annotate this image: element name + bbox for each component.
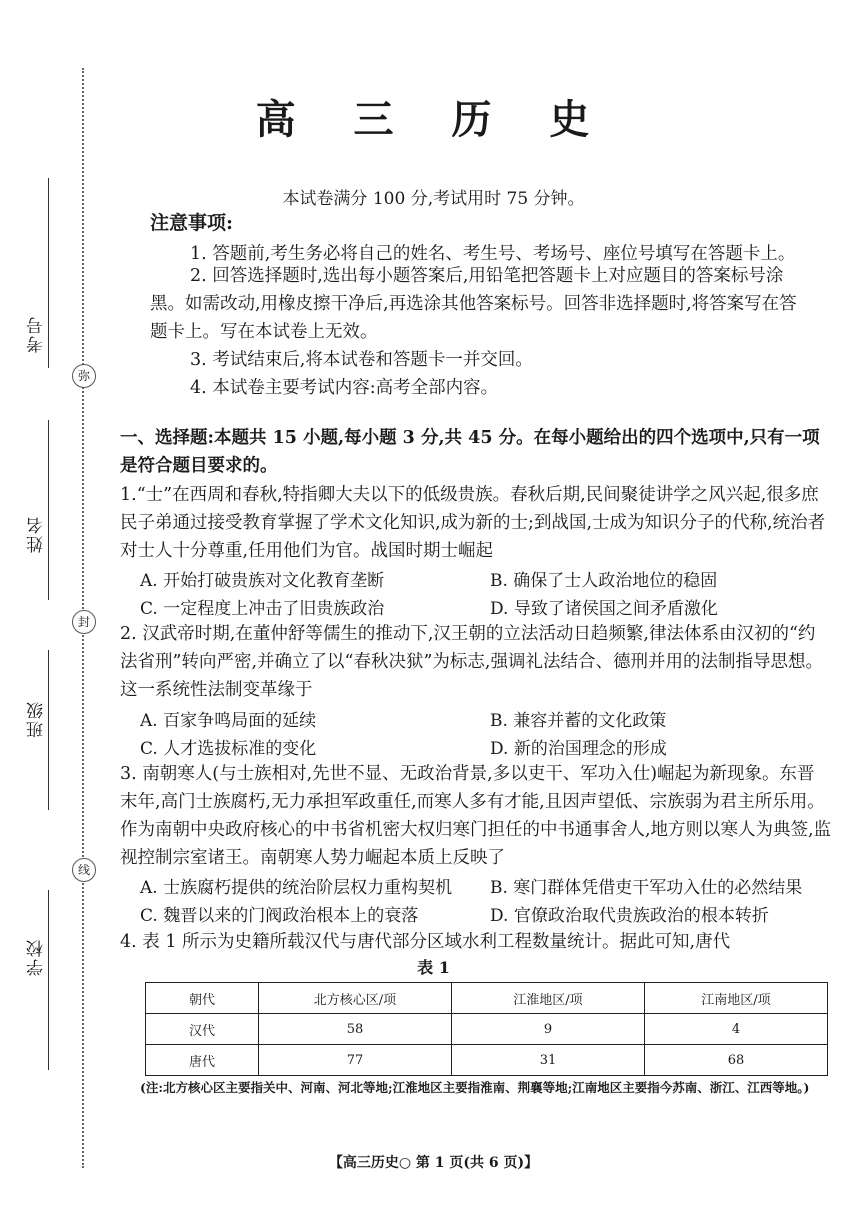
table-note: (注:北方核心区主要指关中、河南、河北等地;江淮地区主要指淮南、荆襄等地;江南地区主要指今苏南、浙江、江西等地。) <box>140 1080 810 1095</box>
name-label: 姓名 <box>27 515 47 553</box>
question-3-option-b[interactable]: B. 寒门群体凭借吏干军功入仕的必然结果 <box>490 878 803 898</box>
notice-item-2: 2. 回答选择题时,选出每小题答案后,用铅笔把答题卡上对应题目的答案标号涂黑。如需改动,用橡皮擦干净后,再选涂其他答案标号。回答非选择题时,将答案写在答题卡上。写在本试卷上无效。 <box>150 266 797 342</box>
seal-char-feng: 封 <box>72 610 96 634</box>
table-caption: 表 1 <box>417 958 450 977</box>
notice-item-1: 1. 答题前,考生务必将自己的姓名、考生号、考场号、座位号填写在答题卡上。 <box>190 244 796 264</box>
question-2-option-a[interactable]: A. 百家争鸣局面的延续 <box>140 711 317 731</box>
seal-char-xian: 线 <box>72 858 96 882</box>
notice-item-3: 3. 考试结束后,将本试卷和答题卡一并交回。 <box>190 350 533 370</box>
question-4-stem: 4. 表 1 所示为史籍所载汉代与唐代部分区域水利工程数量统计。据此可知,唐代 <box>120 932 731 952</box>
table-cell: 9 <box>452 1014 645 1045</box>
page-footer: 【高三历史○ 第 1 页(共 6 页)】 <box>328 1155 539 1171</box>
question-2-option-b[interactable]: B. 兼容并蓄的文化政策 <box>490 711 667 731</box>
table-header-cell: 朝代 <box>146 983 259 1014</box>
question-3-option-c[interactable]: C. 魏晋以来的门阀政治根本上的衰落 <box>140 906 419 926</box>
question-1-option-c[interactable]: C. 一定程度上冲击了旧贵族政治 <box>140 599 385 619</box>
page-title: 高 三 历 史 <box>255 96 612 143</box>
table-header-cell: 江南地区/项 <box>645 983 828 1014</box>
school-blank[interactable] <box>48 890 49 1070</box>
table-cell: 汉代 <box>146 1014 259 1045</box>
table-cell: 68 <box>645 1045 828 1076</box>
seal-char-mi: 弥 <box>72 364 96 388</box>
question-1-option-b[interactable]: B. 确保了士人政治地位的稳固 <box>490 571 718 591</box>
table-header-cell: 北方核心区/项 <box>259 983 452 1014</box>
question-3-option-a[interactable]: A. 士族腐朽提供的统治阶层权力重构契机 <box>140 878 453 898</box>
section-1-heading: 一、选择题:本题共 15 小题,每小题 3 分,共 45 分。在每小题给出的四个选项中,只有一项是符合题目要求的。 <box>120 428 820 476</box>
exam-meta: 本试卷满分 100 分,考试用时 75 分钟。 <box>282 189 585 209</box>
question-2-option-d[interactable]: D. 新的治国理念的形成 <box>490 739 667 759</box>
question-1-option-d[interactable]: D. 导致了诸侯国之间矛盾激化 <box>490 599 718 619</box>
class-label: 班级 <box>27 700 47 738</box>
table-cell: 58 <box>259 1014 452 1045</box>
table-cell: 31 <box>452 1045 645 1076</box>
table-row <box>146 1014 828 1045</box>
table-cell: 唐代 <box>146 1045 259 1076</box>
table-header-row <box>146 983 828 1014</box>
question-3-stem: 3. 南朝寒人(与士族相对,先世不显、无政治背景,多以吏干、军功入仕)崛起为新现象。东晋末年,高门士族腐朽,无力承担军政重任,而寒人多有才能,且因声望低、宗族弱为君主所乐用。作为南朝中央政府核心的中书省机密大权归寒门担任的中书通事舍人,地方则以寒人为典签,监视控制宗室诸王。南朝寒人势力崛起本质上反映了 <box>120 764 832 868</box>
school-label: 学校 <box>27 938 47 976</box>
notice-heading: 注意事项: <box>150 212 234 234</box>
notice-item-4: 4. 本试卷主要考试内容:高考全部内容。 <box>190 378 499 398</box>
table-header-cell: 江淮地区/项 <box>452 983 645 1014</box>
water-projects-table <box>145 982 828 1076</box>
table-row <box>146 1045 828 1076</box>
question-3-option-d[interactable]: D. 官僚政治取代贵族政治的根本转折 <box>490 906 769 926</box>
table-cell: 77 <box>259 1045 452 1076</box>
name-blank[interactable] <box>48 420 49 600</box>
question-2-option-c[interactable]: C. 人才选拔标准的变化 <box>140 739 317 759</box>
exam-number-label: 考号 <box>27 315 47 353</box>
table-cell: 4 <box>645 1014 828 1045</box>
question-2-stem: 2. 汉武帝时期,在董仲舒等儒生的推动下,汉王朝的立法活动日趋频繁,律法体系由汉初的“约法省刑”转向严密,并确立了以“春秋决狱”为标志,强调礼法结合、德刑并用的法制指导思想。这一系统性法制变革缘于 <box>120 624 823 700</box>
question-1-option-a[interactable]: A. 开始打破贵族对文化教育垄断 <box>140 571 385 591</box>
question-1-stem: 1.“士”在西周和春秋,特指卿大夫以下的低级贵族。春秋后期,民间聚徒讲学之风兴起,很多庶民子弟通过接受教育掌握了学术文化知识,成为新的士;到战国,士成为知识分子的代称,统治者对士人十分尊重,任用他们为官。战国时期士崛起 <box>120 485 826 561</box>
